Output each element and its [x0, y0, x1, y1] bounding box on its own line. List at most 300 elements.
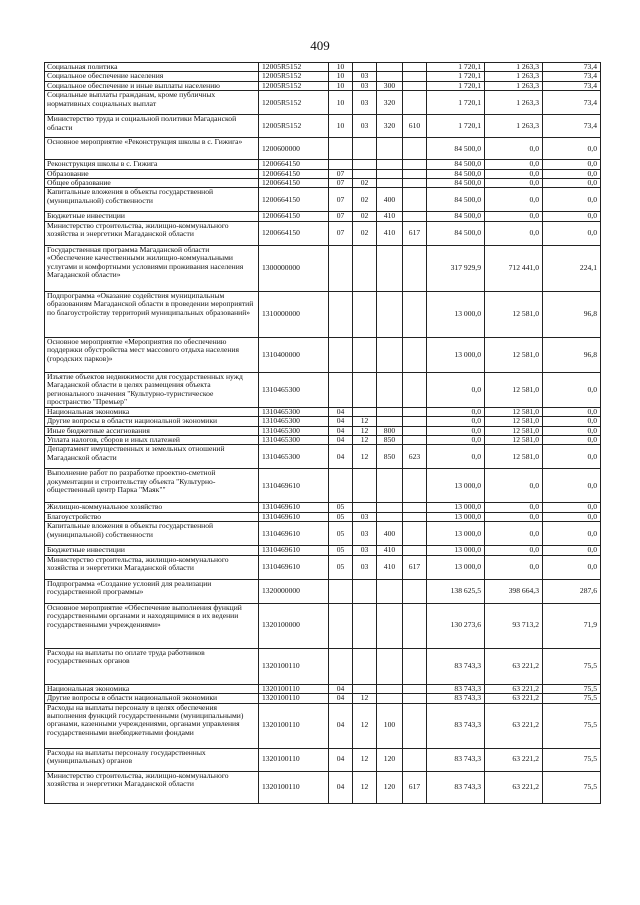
row-subsection-cell: 12 — [353, 445, 377, 469]
row-expense-type-cell — [377, 469, 403, 503]
row-actual-amount-cell: 1 263,3 — [485, 115, 543, 138]
row-subsection-cell — [353, 63, 377, 72]
row-expense-type-cell — [377, 245, 403, 291]
row-section-cell: 10 — [329, 81, 353, 90]
row-name-cell: Национальная экономика — [45, 407, 259, 416]
row-plan-amount-cell: 0,0 — [427, 426, 485, 435]
row-name-cell: Образование — [45, 169, 259, 178]
table-row — [45, 372, 601, 407]
row-name-cell: Благоустройство — [45, 512, 259, 521]
row-plan-amount-cell: 130 273,6 — [427, 603, 485, 648]
row-execution-percent-cell: 0,0 — [543, 555, 601, 579]
row-subsection-cell: 12 — [353, 426, 377, 435]
row-plan-amount-cell: 84 500,0 — [427, 188, 485, 212]
table-row — [45, 771, 601, 803]
row-actual-amount-cell: 1 263,3 — [485, 63, 543, 72]
row-target-code-cell: 12005R5152 — [259, 72, 329, 81]
row-expense-type-cell — [377, 169, 403, 178]
row-section-cell — [329, 372, 353, 407]
row-target-code-cell: 1200664150 — [259, 179, 329, 188]
row-target-code-cell: 1300000000 — [259, 245, 329, 291]
row-actual-amount-cell: 0,0 — [485, 138, 543, 160]
table-body — [45, 63, 601, 804]
row-section-cell: 05 — [329, 512, 353, 521]
row-section-cell: 05 — [329, 546, 353, 555]
row-target-code-cell: 1310465300 — [259, 436, 329, 445]
row-actual-amount-cell: 12 581,0 — [485, 291, 543, 337]
row-actual-amount-cell: 0,0 — [485, 169, 543, 178]
row-actual-amount-cell: 63 221,2 — [485, 684, 543, 693]
row-section-cell: 07 — [329, 169, 353, 178]
table-row — [45, 546, 601, 555]
table-row — [45, 63, 601, 72]
row-administrator-cell — [403, 212, 427, 221]
row-subsection-cell — [353, 337, 377, 372]
row-name-cell: Жилищно-коммунальное хозяйство — [45, 503, 259, 512]
row-name-cell: Капитальные вложения в объекты государственной (муниципальной) собственности — [45, 188, 259, 212]
row-expense-type-cell — [377, 63, 403, 72]
row-target-code-cell: 1310469610 — [259, 503, 329, 512]
row-actual-amount-cell: 63 221,2 — [485, 771, 543, 803]
row-plan-amount-cell: 317 929,9 — [427, 245, 485, 291]
row-execution-percent-cell: 0,0 — [543, 179, 601, 188]
row-execution-percent-cell: 224,1 — [543, 245, 601, 291]
row-section-cell: 04 — [329, 771, 353, 803]
row-expense-type-cell: 120 — [377, 771, 403, 803]
row-plan-amount-cell: 83 743,3 — [427, 648, 485, 684]
row-name-cell: Подпрограмма «Создание условий для реализации государственной программы» — [45, 579, 259, 603]
row-target-code-cell: 1310465300 — [259, 417, 329, 426]
row-actual-amount-cell: 0,0 — [485, 188, 543, 212]
table-row — [45, 169, 601, 178]
row-target-code-cell: 12005R5152 — [259, 63, 329, 72]
row-administrator-cell — [403, 469, 427, 503]
row-name-cell: Расходы на выплаты по оплате труда работников государственных органов — [45, 648, 259, 684]
row-administrator-cell — [403, 512, 427, 521]
row-expense-type-cell: 400 — [377, 188, 403, 212]
row-subsection-cell: 03 — [353, 546, 377, 555]
table-row — [45, 603, 601, 648]
row-section-cell: 05 — [329, 555, 353, 579]
row-subsection-cell: 03 — [353, 522, 377, 546]
row-subsection-cell: 03 — [353, 555, 377, 579]
row-target-code-cell: 1310469610 — [259, 546, 329, 555]
table-row — [45, 179, 601, 188]
row-section-cell — [329, 245, 353, 291]
row-target-code-cell: 1320100110 — [259, 703, 329, 748]
row-name-cell: Другие вопросы в области национальной экономики — [45, 417, 259, 426]
row-expense-type-cell — [377, 694, 403, 703]
row-subsection-cell: 03 — [353, 115, 377, 138]
row-actual-amount-cell: 398 664,3 — [485, 579, 543, 603]
row-subsection-cell — [353, 579, 377, 603]
row-actual-amount-cell: 0,0 — [485, 221, 543, 245]
row-section-cell: 04 — [329, 703, 353, 748]
row-administrator-cell — [403, 579, 427, 603]
row-subsection-cell — [353, 684, 377, 693]
row-administrator-cell — [403, 160, 427, 169]
row-administrator-cell — [403, 748, 427, 771]
row-actual-amount-cell: 1 263,3 — [485, 81, 543, 90]
row-subsection-cell — [353, 469, 377, 503]
row-administrator-cell — [403, 179, 427, 188]
row-plan-amount-cell: 0,0 — [427, 445, 485, 469]
row-name-cell: Изъятие объектов недвижимости для государственных нужд Магаданской области в целях размещения объекта регионального значения "Культурно-туристическое пространство "Премьер" — [45, 372, 259, 407]
row-actual-amount-cell: 12 581,0 — [485, 417, 543, 426]
row-target-code-cell: 1310465300 — [259, 407, 329, 416]
row-subsection-cell: 02 — [353, 179, 377, 188]
row-actual-amount-cell: 63 221,2 — [485, 694, 543, 703]
row-section-cell: 05 — [329, 503, 353, 512]
row-subsection-cell — [353, 291, 377, 337]
row-subsection-cell — [353, 407, 377, 416]
row-expense-type-cell: 800 — [377, 426, 403, 435]
row-section-cell: 04 — [329, 445, 353, 469]
row-actual-amount-cell: 0,0 — [485, 512, 543, 521]
row-subsection-cell: 03 — [353, 72, 377, 81]
row-section-cell: 04 — [329, 694, 353, 703]
row-administrator-cell — [403, 81, 427, 90]
row-administrator-cell — [403, 63, 427, 72]
row-section-cell: 10 — [329, 91, 353, 115]
row-subsection-cell — [353, 603, 377, 648]
row-subsection-cell: 12 — [353, 771, 377, 803]
row-actual-amount-cell: 63 221,2 — [485, 748, 543, 771]
row-target-code-cell: 12005R5152 — [259, 81, 329, 90]
row-plan-amount-cell: 83 743,3 — [427, 684, 485, 693]
row-subsection-cell — [353, 160, 377, 169]
row-execution-percent-cell: 73,4 — [543, 91, 601, 115]
row-administrator-cell — [403, 91, 427, 115]
row-actual-amount-cell: 63 221,2 — [485, 703, 543, 748]
table-row — [45, 436, 601, 445]
row-execution-percent-cell: 96,8 — [543, 291, 601, 337]
row-administrator-cell — [403, 684, 427, 693]
row-administrator-cell: 617 — [403, 771, 427, 803]
row-execution-percent-cell: 0,0 — [543, 546, 601, 555]
row-execution-percent-cell: 0,0 — [543, 469, 601, 503]
row-administrator-cell — [403, 72, 427, 81]
row-section-cell: 04 — [329, 426, 353, 435]
row-administrator-cell — [403, 436, 427, 445]
row-section-cell — [329, 291, 353, 337]
row-administrator-cell — [403, 337, 427, 372]
row-administrator-cell — [403, 188, 427, 212]
row-administrator-cell — [403, 522, 427, 546]
row-name-cell: Реконструкция школы в с. Гижига — [45, 160, 259, 169]
row-target-code-cell: 1320100110 — [259, 648, 329, 684]
row-name-cell: Бюджетные инвестиции — [45, 212, 259, 221]
row-subsection-cell: 12 — [353, 748, 377, 771]
row-actual-amount-cell: 1 263,3 — [485, 72, 543, 81]
row-administrator-cell: 617 — [403, 555, 427, 579]
row-plan-amount-cell: 13 000,0 — [427, 512, 485, 521]
row-administrator-cell — [403, 694, 427, 703]
row-administrator-cell — [403, 417, 427, 426]
row-subsection-cell — [353, 372, 377, 407]
row-target-code-cell: 1320100110 — [259, 694, 329, 703]
row-plan-amount-cell: 13 000,0 — [427, 337, 485, 372]
row-target-code-cell: 1310000000 — [259, 291, 329, 337]
row-name-cell: Капитальные вложения в объекты государственной (муниципальной) собственности — [45, 522, 259, 546]
row-name-cell: Национальная экономика — [45, 684, 259, 693]
table-row — [45, 160, 601, 169]
row-target-code-cell: 1200664150 — [259, 212, 329, 221]
row-target-code-cell: 1320100000 — [259, 603, 329, 648]
row-plan-amount-cell: 84 500,0 — [427, 212, 485, 221]
row-expense-type-cell: 410 — [377, 221, 403, 245]
row-subsection-cell: 03 — [353, 512, 377, 521]
row-execution-percent-cell: 73,4 — [543, 81, 601, 90]
row-execution-percent-cell: 75,5 — [543, 703, 601, 748]
table-row — [45, 748, 601, 771]
row-expense-type-cell: 410 — [377, 546, 403, 555]
row-section-cell — [329, 579, 353, 603]
table-row — [45, 407, 601, 416]
row-execution-percent-cell: 0,0 — [543, 436, 601, 445]
row-actual-amount-cell: 0,0 — [485, 546, 543, 555]
row-expense-type-cell — [377, 138, 403, 160]
row-administrator-cell — [403, 546, 427, 555]
row-execution-percent-cell: 75,5 — [543, 694, 601, 703]
row-administrator-cell — [403, 703, 427, 748]
row-expense-type-cell — [377, 417, 403, 426]
row-name-cell: Основное мероприятие «Мероприятия по обеспечению поддержки обустройства мест массового отдыха населения (городских парков)» — [45, 337, 259, 372]
row-target-code-cell: 12005R5152 — [259, 115, 329, 138]
row-administrator-cell — [403, 138, 427, 160]
row-name-cell: Общее образование — [45, 179, 259, 188]
row-execution-percent-cell: 73,4 — [543, 63, 601, 72]
row-expense-type-cell — [377, 512, 403, 521]
row-execution-percent-cell: 0,0 — [543, 188, 601, 212]
row-name-cell: Социальные выплаты гражданам, кроме публичных нормативных социальных выплат — [45, 91, 259, 115]
row-section-cell — [329, 160, 353, 169]
row-target-code-cell: 1310469610 — [259, 555, 329, 579]
row-plan-amount-cell: 0,0 — [427, 372, 485, 407]
row-subsection-cell — [353, 648, 377, 684]
row-plan-amount-cell: 13 000,0 — [427, 469, 485, 503]
row-name-cell: Социальная политика — [45, 63, 259, 72]
row-target-code-cell: 1310465300 — [259, 445, 329, 469]
row-execution-percent-cell: 0,0 — [543, 221, 601, 245]
row-target-code-cell: 1310469610 — [259, 512, 329, 521]
budget-table — [44, 62, 601, 804]
row-execution-percent-cell: 73,4 — [543, 115, 601, 138]
row-expense-type-cell — [377, 603, 403, 648]
row-administrator-cell — [403, 426, 427, 435]
row-actual-amount-cell: 12 581,0 — [485, 407, 543, 416]
table-row — [45, 694, 601, 703]
row-target-code-cell: 1200664150 — [259, 221, 329, 245]
row-execution-percent-cell: 287,6 — [543, 579, 601, 603]
row-expense-type-cell — [377, 579, 403, 603]
row-target-code-cell: 1320100110 — [259, 771, 329, 803]
row-target-code-cell: 1200664150 — [259, 188, 329, 212]
row-section-cell: 04 — [329, 684, 353, 693]
row-section-cell — [329, 337, 353, 372]
row-actual-amount-cell: 12 581,0 — [485, 445, 543, 469]
row-target-code-cell: 1320000000 — [259, 579, 329, 603]
row-expense-type-cell: 410 — [377, 212, 403, 221]
row-execution-percent-cell: 96,8 — [543, 337, 601, 372]
row-expense-type-cell — [377, 72, 403, 81]
row-name-cell: Департамент имущественных и земельных отношений Магаданской области — [45, 445, 259, 469]
row-expense-type-cell — [377, 372, 403, 407]
row-execution-percent-cell: 0,0 — [543, 512, 601, 521]
row-target-code-cell: 1200664150 — [259, 169, 329, 178]
table-row — [45, 337, 601, 372]
table-row — [45, 703, 601, 748]
row-plan-amount-cell: 83 743,3 — [427, 748, 485, 771]
row-plan-amount-cell: 13 000,0 — [427, 522, 485, 546]
row-expense-type-cell: 400 — [377, 522, 403, 546]
row-subsection-cell: 12 — [353, 417, 377, 426]
row-target-code-cell: 1320100110 — [259, 748, 329, 771]
row-actual-amount-cell: 0,0 — [485, 160, 543, 169]
row-name-cell: Социальное обеспечение населения — [45, 72, 259, 81]
row-subsection-cell — [353, 169, 377, 178]
table-row — [45, 81, 601, 90]
row-execution-percent-cell: 75,5 — [543, 684, 601, 693]
row-plan-amount-cell: 1 720,1 — [427, 91, 485, 115]
row-plan-amount-cell: 13 000,0 — [427, 503, 485, 512]
row-name-cell: Министерство строительства, жилищно-коммунального хозяйства и энергетики Магаданской области — [45, 221, 259, 245]
row-plan-amount-cell: 84 500,0 — [427, 160, 485, 169]
row-subsection-cell: 02 — [353, 212, 377, 221]
row-expense-type-cell: 410 — [377, 555, 403, 579]
row-expense-type-cell: 100 — [377, 703, 403, 748]
row-target-code-cell: 1200664150 — [259, 160, 329, 169]
table-row — [45, 138, 601, 160]
row-expense-type-cell — [377, 291, 403, 337]
row-administrator-cell: 610 — [403, 115, 427, 138]
row-administrator-cell — [403, 245, 427, 291]
row-plan-amount-cell: 13 000,0 — [427, 291, 485, 337]
row-subsection-cell: 03 — [353, 81, 377, 90]
row-execution-percent-cell: 71,9 — [543, 603, 601, 648]
row-plan-amount-cell: 1 720,1 — [427, 72, 485, 81]
row-section-cell — [329, 469, 353, 503]
row-plan-amount-cell: 13 000,0 — [427, 555, 485, 579]
row-target-code-cell: 1310400000 — [259, 337, 329, 372]
row-actual-amount-cell: 1 263,3 — [485, 91, 543, 115]
row-name-cell: Министерство строительства, жилищно-коммунального хозяйства и энергетики Магаданской области — [45, 555, 259, 579]
row-name-cell: Бюджетные инвестиции — [45, 546, 259, 555]
row-administrator-cell — [403, 503, 427, 512]
row-plan-amount-cell: 84 500,0 — [427, 169, 485, 178]
row-plan-amount-cell: 0,0 — [427, 436, 485, 445]
row-execution-percent-cell: 0,0 — [543, 503, 601, 512]
row-actual-amount-cell: 12 581,0 — [485, 436, 543, 445]
row-expense-type-cell: 320 — [377, 91, 403, 115]
table-row — [45, 426, 601, 435]
row-name-cell: Министерство строительства, жилищно-коммунального хозяйства и энергетики Магаданской области — [45, 771, 259, 803]
row-expense-type-cell: 850 — [377, 445, 403, 469]
row-subsection-cell — [353, 503, 377, 512]
table-row — [45, 115, 601, 138]
row-section-cell: 04 — [329, 436, 353, 445]
row-actual-amount-cell: 0,0 — [485, 522, 543, 546]
table-row — [45, 245, 601, 291]
row-expense-type-cell — [377, 179, 403, 188]
row-actual-amount-cell: 0,0 — [485, 503, 543, 512]
row-target-code-cell: 1310469610 — [259, 469, 329, 503]
row-section-cell: 10 — [329, 115, 353, 138]
row-execution-percent-cell: 0,0 — [543, 372, 601, 407]
row-plan-amount-cell: 83 743,3 — [427, 703, 485, 748]
row-execution-percent-cell: 0,0 — [543, 169, 601, 178]
row-execution-percent-cell: 0,0 — [543, 445, 601, 469]
row-section-cell: 04 — [329, 417, 353, 426]
row-execution-percent-cell: 0,0 — [543, 160, 601, 169]
row-expense-type-cell — [377, 503, 403, 512]
table-row — [45, 555, 601, 579]
row-execution-percent-cell: 0,0 — [543, 212, 601, 221]
row-section-cell — [329, 603, 353, 648]
row-section-cell: 10 — [329, 63, 353, 72]
row-section-cell: 04 — [329, 407, 353, 416]
row-expense-type-cell — [377, 160, 403, 169]
table-row — [45, 579, 601, 603]
row-administrator-cell — [403, 372, 427, 407]
row-name-cell: Иные бюджетные ассигнования — [45, 426, 259, 435]
table-row — [45, 445, 601, 469]
table-row — [45, 522, 601, 546]
row-subsection-cell: 02 — [353, 188, 377, 212]
row-section-cell — [329, 648, 353, 684]
row-name-cell: Социальное обеспечение и иные выплаты населению — [45, 81, 259, 90]
row-section-cell: 05 — [329, 522, 353, 546]
row-plan-amount-cell: 1 720,1 — [427, 63, 485, 72]
row-name-cell: Министерство труда и социальной политики Магаданской области — [45, 115, 259, 138]
row-execution-percent-cell: 0,0 — [543, 426, 601, 435]
row-administrator-cell — [403, 169, 427, 178]
row-execution-percent-cell: 0,0 — [543, 522, 601, 546]
row-section-cell: 04 — [329, 748, 353, 771]
row-plan-amount-cell: 1 720,1 — [427, 81, 485, 90]
row-expense-type-cell — [377, 684, 403, 693]
row-target-code-cell: 1310465300 — [259, 426, 329, 435]
row-actual-amount-cell: 0,0 — [485, 555, 543, 579]
row-name-cell: Другие вопросы в области национальной экономики — [45, 694, 259, 703]
page-number: 409 — [310, 38, 330, 53]
table-row — [45, 503, 601, 512]
row-administrator-cell — [403, 603, 427, 648]
row-subsection-cell: 02 — [353, 221, 377, 245]
row-execution-percent-cell: 75,5 — [543, 648, 601, 684]
row-name-cell: Уплата налогов, сборов и иных платежей — [45, 436, 259, 445]
row-execution-percent-cell: 75,5 — [543, 748, 601, 771]
row-plan-amount-cell: 84 500,0 — [427, 221, 485, 245]
row-administrator-cell — [403, 407, 427, 416]
row-target-code-cell: 1310469610 — [259, 522, 329, 546]
row-plan-amount-cell: 138 625,5 — [427, 579, 485, 603]
row-section-cell — [329, 138, 353, 160]
row-actual-amount-cell: 12 581,0 — [485, 337, 543, 372]
table-row — [45, 188, 601, 212]
table-row — [45, 684, 601, 693]
table-row — [45, 221, 601, 245]
row-section-cell: 07 — [329, 179, 353, 188]
table-row — [45, 417, 601, 426]
row-subsection-cell: 12 — [353, 703, 377, 748]
row-expense-type-cell: 120 — [377, 748, 403, 771]
row-name-cell: Основное мероприятие «Реконструкция школы в с. Гижига» — [45, 138, 259, 160]
row-name-cell: Выполнение работ по разработке проектно-сметной документации и строительству объекта "Культурно-общественный центр Парка "Маяк"" — [45, 469, 259, 503]
row-name-cell: Расходы на выплаты персоналу в целях обеспечения выполнения функций государственными (муниципальными) органами, казенными учреждениями, органами управления государственными внебюджетными фондами — [45, 703, 259, 748]
row-section-cell: 07 — [329, 188, 353, 212]
row-expense-type-cell — [377, 648, 403, 684]
